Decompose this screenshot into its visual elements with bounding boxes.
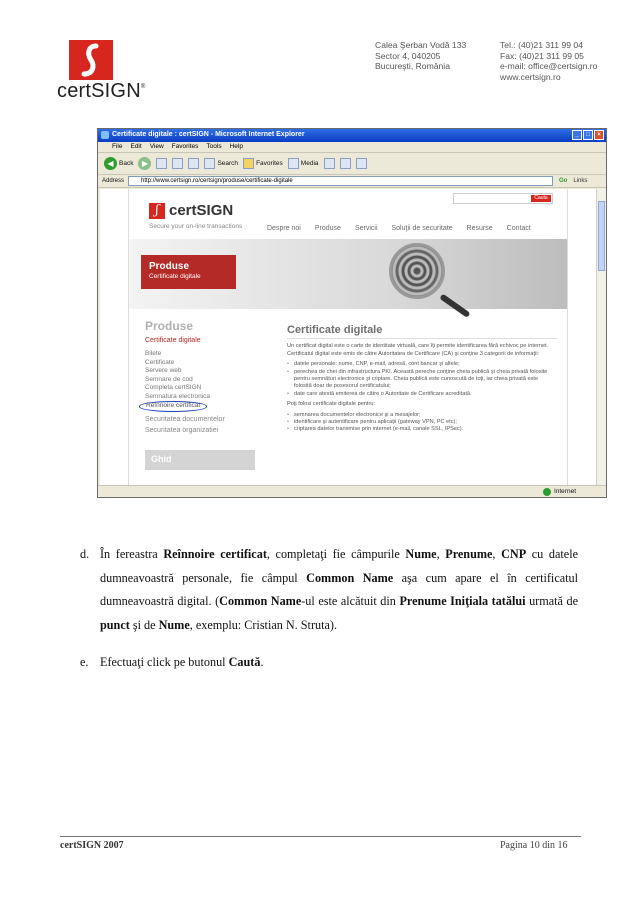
item-marker: e. — [80, 655, 89, 669]
site-sidebar — [145, 319, 255, 470]
hero-label: Produse Certificate digitale — [141, 255, 236, 289]
certsign-website — [128, 189, 568, 485]
sidebar-group[interactable]: Securitatea documentelor — [145, 415, 225, 423]
site-search-input[interactable] — [453, 193, 553, 204]
sidebar-group[interactable]: Securitatea organizatiei — [145, 426, 219, 434]
browser-menu-bar — [98, 142, 606, 153]
browser-viewport — [100, 189, 596, 485]
print-icon[interactable] — [356, 158, 367, 169]
search-icon — [204, 158, 215, 169]
site-hero-banner — [129, 239, 567, 309]
company-address: Calea Şerban Vodă 133 Sector 4, 040205 Bucureşti, România — [375, 40, 467, 72]
nav-produse[interactable]: Produse — [314, 225, 341, 232]
menu-tools[interactable]: Tools — [206, 143, 222, 150]
menu-edit[interactable]: Edit — [130, 143, 142, 150]
company-contact: Tel.: (40)21 311 99 04 Fax: (40)21 311 99 05 e-mail: office@certsign.ro www.certsign.ro — [500, 40, 598, 82]
internet-zone-icon — [543, 488, 551, 496]
menu-view[interactable]: View — [149, 143, 164, 150]
browser-screenshot — [97, 128, 607, 498]
certsign-logo-icon — [69, 40, 113, 80]
page-number: Pagina 10 din 16 — [500, 840, 568, 851]
logo-text: certSIGN® — [57, 80, 146, 102]
forward-button[interactable]: ▶ — [138, 157, 151, 170]
list-item: • identificare şi autentificare pentru aplicaţii (gateway VPN, PC etc); — [287, 419, 557, 426]
site-nav — [267, 225, 531, 232]
media-icon — [288, 158, 299, 169]
instruction-e: e. Efectuaţi click pe butonul Caută. — [80, 651, 578, 675]
sidebar-title: Produse — [145, 319, 194, 333]
instructions — [80, 543, 578, 675]
go-button[interactable]: Go — [559, 178, 568, 184]
content-title: Certificate digitale — [287, 324, 383, 336]
nav-contact[interactable]: Contact — [506, 225, 531, 232]
content-subheading: Poţi folosi certificate digitale pentru: — [287, 401, 375, 408]
sidebar-item-reinnoire-certificat[interactable]: Reînnoire certificat — [139, 401, 207, 412]
nav-resurse[interactable]: Resurse — [466, 225, 493, 232]
media-button[interactable]: Media — [288, 158, 319, 169]
maximize-button[interactable]: □ — [583, 130, 593, 140]
site-search-button[interactable]: Cauta — [531, 195, 551, 202]
menu-favorites[interactable]: Favorites — [171, 143, 199, 150]
star-icon — [243, 158, 254, 169]
nav-despre-noi[interactable]: Despre noi — [267, 225, 301, 232]
list-item: • semnarea documentelor electronice şi a mesajelor; — [287, 412, 557, 419]
sidebar-ghid-box[interactable]: Ghid — [145, 450, 255, 470]
site-tagline: Secure your on-line transactions — [149, 223, 243, 230]
browser-toolbar — [98, 153, 606, 175]
menu-file[interactable]: File — [112, 143, 123, 150]
instruction-d: d. În fereastra Reînnoire certificat, completaţi fie câmpurile Nume, Prenume, CNP cu datele dumneavoastră personale, fie câmpul Common Name aşa cum apare el în certificatul dumneavoastră digital. (Common Name-ul este alcătuit din Prenume Iniţiala tatălui urmată de punct şi de Nume, exemplu: Cristian N. Struta). — [80, 543, 578, 637]
footer-rule — [60, 836, 581, 837]
sidebar-current[interactable]: Certificate digitale — [145, 337, 201, 344]
item-marker: d. — [80, 547, 90, 561]
links-button[interactable]: Links — [573, 178, 588, 184]
favorites-button[interactable]: Favorites — [243, 158, 283, 169]
back-button[interactable]: ◀ Back — [104, 157, 133, 170]
menu-help[interactable]: Help — [229, 143, 243, 150]
content-intro: Un certificat digital este o carte de identitate virtuală, care îţi permite identificarea fără echivoc pe internet. Certificatul digital este emis de către Autoritatea de Certificare (CA) şi conţine 3 categorii de informaţii: — [287, 343, 549, 357]
status-zone: Internet — [553, 488, 576, 495]
address-label: Address — [102, 178, 125, 184]
browser-title-bar: Certificate digitale : certSIGN - Microsoft Internet Explorer _ □ × — [98, 129, 606, 142]
scrollbar-thumb[interactable] — [598, 201, 605, 271]
stop-icon[interactable] — [156, 158, 167, 169]
sidebar-item[interactable]: Servere web — [145, 367, 182, 374]
vertical-scrollbar[interactable] — [596, 189, 606, 485]
home-icon[interactable] — [188, 158, 199, 169]
refresh-icon[interactable] — [172, 158, 183, 169]
site-logo[interactable]: ʃ certSIGN — [149, 202, 233, 219]
address-input[interactable]: http://www.certsign.ro/certsign/produse/certificate-digitale — [128, 176, 553, 186]
mail-icon[interactable] — [340, 158, 351, 169]
site-header — [129, 189, 567, 231]
address-bar — [98, 175, 606, 188]
close-button[interactable]: × — [594, 130, 604, 140]
search-button[interactable]: Search — [204, 158, 238, 169]
browser-status-bar — [98, 485, 606, 497]
sidebar-item[interactable]: Semnare de cod — [145, 375, 193, 383]
sidebar-item[interactable]: Bilete — [145, 350, 162, 357]
nav-servicii[interactable]: Servicii — [354, 225, 378, 232]
content-uses — [287, 412, 557, 434]
footer-left: certSIGN 2007 — [60, 840, 124, 851]
list-item: • criptarea datelor transmise prin internet (e-mail, canale SSL, IPSec). — [287, 426, 557, 433]
fingerprint-magnifier-icon — [389, 243, 445, 299]
sidebar-item[interactable]: Semnatura electronica — [145, 392, 211, 400]
history-icon[interactable] — [324, 158, 335, 169]
list-item: • datele personale: nume, CNP, e-mail, adresă, cont bancar şi altele; — [287, 361, 557, 368]
ie-icon — [101, 131, 109, 139]
back-arrow-icon: ◀ — [104, 157, 117, 170]
magnifier-handle — [439, 294, 470, 318]
sidebar-item[interactable]: Completa certSIGN — [145, 384, 202, 391]
list-item: • perechea de chei din infrastructura PKI. Această pereche conţine cheia publică şi cheia privată folosite pentru semnături electronice şi criptare. Cheia publică este cunoscută de toţi, iar cheia privată este folosită doar de posesorul certificatului; — [287, 369, 557, 391]
site-content — [287, 324, 557, 434]
list-item: • date care atestă emiterea de către o Autoritate de Certificare acreditată. — [287, 391, 557, 398]
site-logo-icon: ʃ — [149, 203, 165, 219]
content-bullets — [287, 361, 557, 398]
minimize-button[interactable]: _ — [572, 130, 582, 140]
nav-solutii[interactable]: Soluţii de securitate — [391, 225, 453, 232]
sidebar-item[interactable]: Certificate — [145, 358, 175, 366]
